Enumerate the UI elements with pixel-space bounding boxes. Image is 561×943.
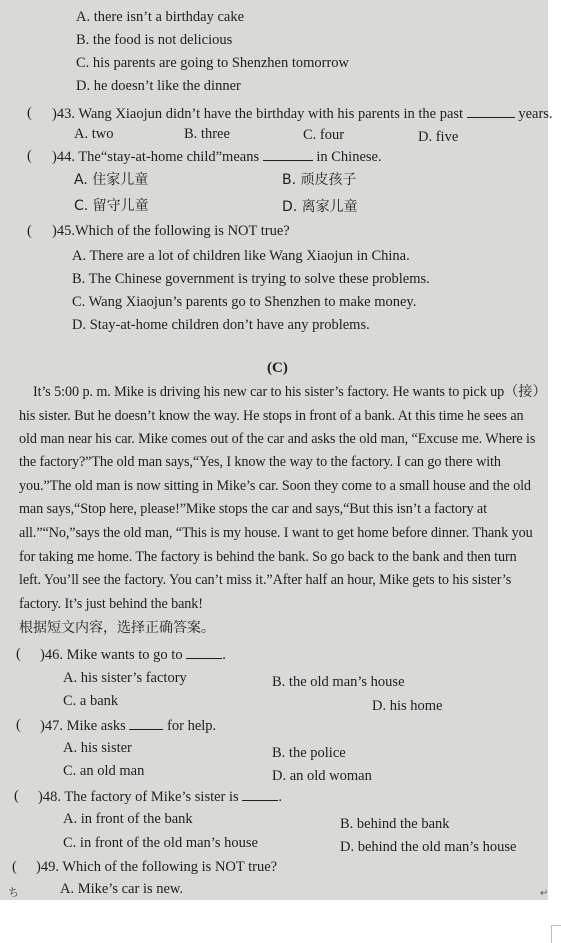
q45-option-b: B. The Chinese government is trying to solve these problems. bbox=[72, 271, 430, 287]
q47-stem: )47. Mike asks bbox=[40, 718, 126, 734]
q45-option-a: A. There are a lot of children like Wang Xiaojun in China. bbox=[72, 248, 410, 264]
passage-line: all.”“No,”says the old man, “This is my house. I want to get home before dinner. Thank you bbox=[19, 525, 533, 541]
q44-option-d: D. 离家儿童 bbox=[282, 199, 358, 215]
q46-stem: )46. Mike wants to go to bbox=[40, 647, 183, 663]
q47-option-d: D. an old woman bbox=[272, 768, 372, 784]
q44-stem: )44. The“stay-at-home child”means bbox=[52, 149, 260, 165]
q46-option-d: D. his home bbox=[372, 698, 443, 714]
q42-option-b: B. the food is not delicious bbox=[76, 32, 233, 48]
q43-answer-blank bbox=[467, 104, 515, 118]
passage-line: factory. It’s just behind the bank! bbox=[19, 596, 203, 612]
q44-option-a: A. 住家儿童 bbox=[74, 172, 149, 188]
q42-option-d: D. he doesn’t like the dinner bbox=[76, 78, 241, 94]
q45-stem: )45.Which of the following is NOT true? bbox=[52, 223, 290, 239]
q45-option-c: C. Wang Xiaojun’s parents go to Shenzhen to make money. bbox=[72, 294, 417, 310]
q44-question bbox=[52, 147, 382, 166]
q43-question bbox=[52, 104, 553, 123]
q45-paren: ( bbox=[27, 223, 32, 239]
q46-option-c: C. a bank bbox=[63, 693, 119, 709]
q49-paren: ( bbox=[12, 859, 17, 875]
q48-stem: )48. The factory of Mike’s sister is bbox=[38, 789, 239, 805]
q46-tail: . bbox=[222, 647, 226, 663]
q43-option-c: C. four bbox=[303, 127, 345, 143]
q47-option-b: B. the police bbox=[272, 745, 346, 761]
q44-paren: ( bbox=[27, 148, 32, 164]
passage-line: It’s 5:00 p. m. Mike is driving his new car to his sister’s factory. He wants to pick up（接） bbox=[33, 384, 547, 400]
q43-option-d: D. five bbox=[418, 129, 459, 145]
q47-option-c: C. an old man bbox=[63, 763, 145, 779]
page-corner-marker bbox=[551, 925, 561, 943]
q48-question bbox=[38, 787, 282, 806]
q47-tail: for help. bbox=[167, 718, 217, 734]
q48-paren: ( bbox=[14, 788, 19, 804]
q48-option-a: A. in front of the bank bbox=[63, 811, 193, 827]
q42-option-a: A. there isn’t a birthday cake bbox=[76, 9, 245, 25]
section-instruction: 根据短文内容，选择正确答案。 bbox=[19, 620, 215, 636]
q46-question bbox=[40, 645, 226, 664]
q44-option-c: C. 留守儿童 bbox=[74, 198, 149, 214]
q49-stem: )49. Which of the following is NOT true? bbox=[36, 859, 278, 875]
q47-option-a: A. his sister bbox=[63, 740, 132, 756]
q47-paren: ( bbox=[16, 717, 21, 733]
passage-line: his sister. But he doesn’t know the way. He stops in front of a bank. At this time he sees an bbox=[19, 408, 524, 424]
q44-option-b: B. 顽皮孩子 bbox=[282, 172, 357, 188]
q44-tail: in Chinese. bbox=[316, 149, 382, 165]
q43-stem: )43. Wang Xiaojun didn’t have the birthday with his parents in the past bbox=[52, 106, 464, 122]
q48-option-b: B. behind the bank bbox=[340, 816, 450, 832]
q48-answer-blank bbox=[242, 787, 278, 801]
q43-option-a: A. two bbox=[74, 126, 114, 142]
margin-scribble: ち bbox=[8, 886, 19, 899]
q43-paren: ( bbox=[27, 105, 32, 121]
q48-option-d: D. behind the old man’s house bbox=[340, 839, 517, 855]
q46-paren: ( bbox=[16, 646, 21, 662]
q43-tail: years. bbox=[518, 106, 553, 122]
q48-tail: . bbox=[278, 789, 282, 805]
passage-line: left. You’ll see the factory. You can’t miss it.”After half an hour, Mike gets to his sister’s bbox=[19, 572, 512, 588]
q43-option-b: B. three bbox=[184, 126, 230, 142]
section-c-title: (C) bbox=[267, 360, 288, 376]
q44-answer-blank bbox=[263, 147, 313, 161]
q49-option-a: A. Mike’s car is new. bbox=[60, 881, 184, 897]
q45-option-d: D. Stay-at-home children don’t have any problems. bbox=[72, 317, 370, 333]
passage-line: the factory?”The old man says,“Yes, I know the way to the factory. I can go there with bbox=[19, 454, 501, 470]
q47-answer-blank bbox=[129, 716, 163, 730]
passage-line: man says,“Stop here, please!”Mike stops the car and says,“But this isn’t a factory at bbox=[19, 501, 487, 517]
q42-option-c: C. his parents are going to Shenzhen tomorrow bbox=[76, 55, 350, 71]
q47-question bbox=[40, 716, 216, 735]
passage-line: for taking me home. The factory is behind the bank. So go back to the bank and then turn bbox=[19, 549, 517, 565]
paragraph-return-mark: ↵ bbox=[540, 888, 549, 899]
passage-line: you.”The old man is now sitting in Mike’s car. Soon they come to a small house and the old bbox=[19, 478, 531, 494]
q46-option-a: A. his sister’s factory bbox=[63, 670, 187, 686]
q46-answer-blank bbox=[186, 645, 222, 659]
passage-line: old man near his car. Mike comes out of the car and asks the old man, “Excuse me. Where is bbox=[19, 431, 536, 447]
q46-option-b: B. the old man’s house bbox=[272, 674, 405, 690]
q48-option-c: C. in front of the old man’s house bbox=[63, 835, 258, 851]
